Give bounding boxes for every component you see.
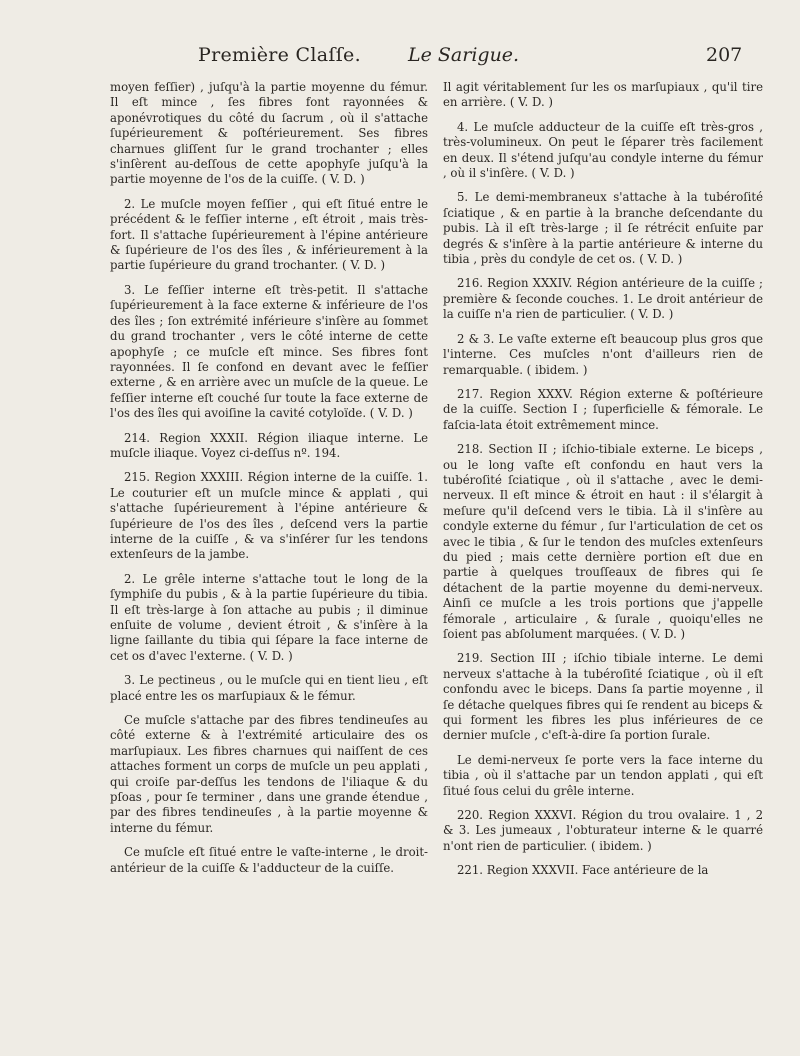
paragraph: 3. Le feſſier interne eſt très-petit. Il s'attache ſupérieurement à la face externe & inférieure de l'os des îles ; ſon extrémité inférieure s'inſère au ſommet du grand trochanter , vers le côté interne de cette apophyſe ; ce muſcle eſt mince. Ses fibres font rayonnées. Il ſe confond en devant avec le feſſier externe , & en arrière avec un muſcle de la queue. Le feſſier interne eſt couché ſur toute la face externe de l'os des îles qui avoiſine la cavité cotyloïde. ( V. D. ) [110, 282, 428, 421]
paragraph: 2 & 3. Le vaſte externe eſt beaucoup plus gros que l'interne. Ces muſcles n'ont d'ailleurs rien de remarquable. ( ibidem. ) [443, 331, 763, 377]
paragraph: 5. Le demi-membraneux s'attache à la tubéroſité ſciatique , & en partie à la branche deſcendante du pubis. Là il eſt très-large ; il ſe rétrécit enſuite par degrés & s'inſère à la partie antérieure & interne du tibia , près du condyle de cet os. ( V. D. ) [443, 190, 763, 267]
paragraph: 2. Le muſcle moyen feſſier , qui eſt ſitué entre le précédent & le feſſier interne , eſt étroit , mais très-fort. Il s'attache ſupérieurement à l'épine antérieure & ſupérieure de l'os des îles , & inférieurement à la partie ſupérieure du grand trochanter. ( V. D. ) [110, 196, 428, 273]
paragraph: 4. Le muſcle adducteur de la cuiſſe eſt très-gros , très-volumineux. On peut le ſéparer très facilement en deux. Il s'étend juſqu'au condyle interne du fémur , où il s'inſère. ( V. D. ) [443, 119, 763, 181]
paragraph: Ce muſcle eſt ſitué entre le vaſte-interne , le droit-antérieur de la cuiſſe & l'adducteur de la cuiſſe. [110, 845, 428, 875]
header-class-title: Première Claſſe. [198, 44, 361, 66]
paragraph: 214. Region XXXII. Région iliaque interne. Le muſcle iliaque. Voyez ci-deſſus nº. 194. [110, 430, 428, 460]
left-column [110, 80, 428, 885]
paragraph: moyen feſſier) , juſqu'à la partie moyenne du fémur. Il eſt mince , ſes fibres font rayonnées & aponévrotiques du côté du ſacrum , où il s'attache ſupérieurement & poſtérieurement. Ses fibres charnues gliſſent ſur le grand trochanter ; elles s'inſèrent au-deſſous de cette apophyſe juſqu'à la partie moyenne de l'os de la cuiſſe. ( V. D. ) [110, 80, 428, 187]
paragraph: 219. Section III ; iſchio tibiale interne. Le demi nerveux s'attache à la tubéroſité ſciatique , où il eſt confondu avec le biceps. Dans ſa partie moyenne , il ſe détache quelques fibres qui ſe rendent au biceps & qui forment les fibres les plus inférieures de ce dernier muſcle , c'eſt-à-dire ſa portion ſurale. [443, 651, 763, 743]
paragraph: Le demi-nerveux ſe porte vers la face interne du tibia , où il s'attache par un tendon applati , qui eſt ſitué ſous celui du grêle interne. [443, 752, 763, 798]
paragraph: Il agit véritablement ſur les os marſupiaux , qu'il tire en arrière. ( V. D. ) [443, 80, 763, 110]
paragraph: 215. Region XXXIII. Région interne de la cuiſſe. 1. Le couturier eſt un muſcle mince & applati , qui s'attache ſupérieurement à l'épine antérieure & ſupérieure de l'os des îles , deſcend vers la partie interne de la cuiſſe , & va s'inſérer ſur les tendons extenſeurs de la jambe. [110, 470, 428, 562]
running-header [0, 44, 800, 74]
paragraph: 216. Region XXXIV. Région antérieure de la cuiſſe ; première & ſeconde couches. 1. Le droit antérieur de la cuiſſe n'a rien de particulier. ( V. D. ) [443, 276, 763, 322]
header-animal-title: Le Sarigue. [408, 44, 520, 66]
paragraph: 3. Le pectineus , ou le muſcle qui en tient lieu , eſt placé entre les os marſupiaux & le fémur. [110, 673, 428, 703]
paragraph: 217. Region XXXV. Région externe & poſtérieure de la cuiſſe. Section I ; ſuperficielle & fémorale. Le faſcia-lata étoit extrêmement mince. [443, 386, 763, 432]
paragraph: 221. Region XXXVII. Face antérieure de la [457, 863, 709, 878]
right-column [443, 80, 763, 888]
paragraph: 218. Section II ; iſchio-tibiale externe. Le biceps , ou le long vaſte eſt confondu en haut vers la tubéroſité ſciatique , où il s'attache , avec le demi-nerveux. Il eſt mince & étroit en haut : il s'élargit à meſure qu'il deſcend vers le tibia. Là il s'inſère au condyle externe du fémur , ſur l'articulation de cet os avec le tibia , & ſur le tendon des muſcles extenſeurs du pied ; mais cette dernière portion eſt due en partie à quelques trouſſeaux de fibres qui ſe détachent de la partie moyenne du demi-nerveux. Ainſi ce muſcle a les trois portions que j'appelle fémorale , articulaire , & ſurale , quoiqu'elles ne ſoient pas abſolument marquées. ( V. D. ) [443, 442, 763, 641]
paragraph: 220. Region XXXVI. Région du trou ovalaire. 1 , 2 & 3. Les jumeaux , l'obturateur interne & le quarré n'ont rien de particulier. ( ibidem. ) [443, 808, 763, 853]
paragraph: Ce muſcle s'attache par des fibres tendineuſes au côté externe & à l'extrémité articulaire des os marſupiaux. Les fibres charnues qui naiſſent de ces attaches forment un corps de muſcle un peu applati , qui croiſe par-deſſus les tendons de l'iliaque & du pſoas , pour ſe terminer , dans une grande étendue , par des fibres tendineuſes , à la partie moyenne & interne du fémur. [110, 713, 428, 835]
paragraph: 2. Le grêle interne s'attache tout le long de la ſymphiſe du pubis , & à la partie ſupérieure du tibia. Il eſt très-large à ſon attache au pubis ; il diminue enſuite de volume , devient étroit , & s'inſère à la ligne ſaillante du tibia qui ſépare la face interne de cet os d'avec l'externe. ( V. D. ) [110, 571, 428, 663]
page-number: 207 [706, 44, 743, 66]
